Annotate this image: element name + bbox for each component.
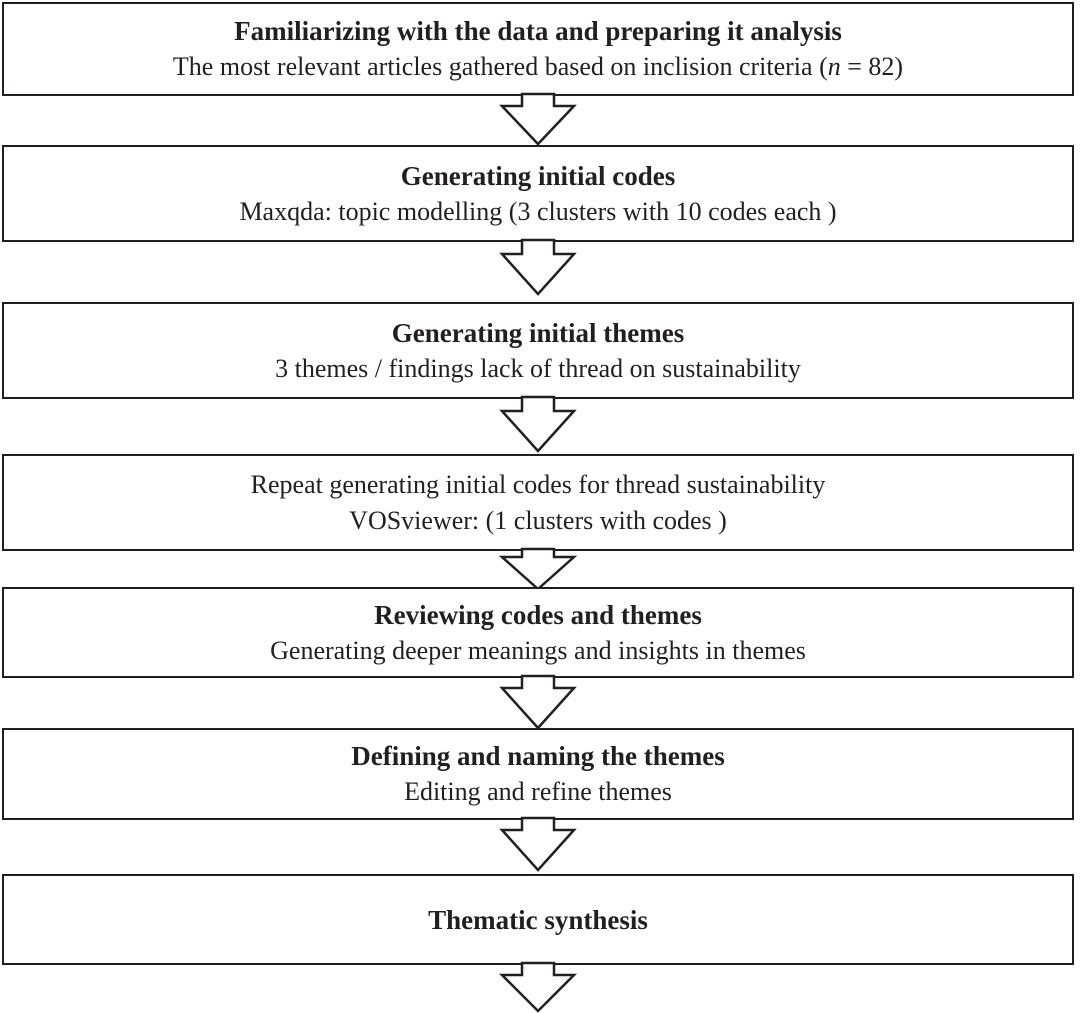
step-box-reviewing [2, 587, 1074, 678]
down-arrow-icon [500, 818, 576, 872]
step-title: Familiarizing with the data and preparing it analysis [234, 16, 842, 46]
step-description: Maxqda: topic modelling (3 clusters with 10 codes each ) [239, 196, 837, 226]
step-title: Reviewing codes and themes [374, 599, 702, 630]
step-title: Defining and naming the themes [351, 741, 725, 771]
step-box-initial-codes [2, 145, 1074, 242]
down-arrow-icon [500, 963, 576, 1013]
step-box-initial-themes [2, 302, 1074, 399]
step-title: Thematic synthesis [428, 904, 648, 935]
step-description: Generating deeper meanings and insights in themes [270, 635, 806, 665]
sample-size-symbol: n [827, 52, 841, 81]
step-box-defining [2, 728, 1074, 820]
step-description: Repeat generating initial codes for thread sustainability [250, 469, 826, 499]
step-description [173, 49, 903, 85]
down-arrow-icon [500, 94, 576, 146]
down-arrow-icon [500, 397, 576, 453]
down-arrow-icon [500, 549, 576, 591]
down-arrow-icon [500, 676, 576, 730]
step-box-repeat-codes [2, 454, 1074, 551]
step-title: Generating initial themes [391, 317, 685, 348]
down-arrow-icon [500, 240, 576, 296]
step-description-part: = 82) [840, 52, 904, 81]
step-box-thematic-synthesis [2, 874, 1074, 965]
step-description-part: The most relevant articles gathered based on inclision criteria ( [172, 52, 828, 81]
step-description: Editing and refine themes [404, 777, 672, 806]
step-description: 3 themes / findings lack of thread on sustainability [275, 353, 801, 383]
step-box-familiarizing [2, 2, 1074, 96]
step-description: VOSviewer: (1 clusters with codes ) [349, 505, 727, 535]
step-title: Generating initial codes [400, 160, 676, 191]
